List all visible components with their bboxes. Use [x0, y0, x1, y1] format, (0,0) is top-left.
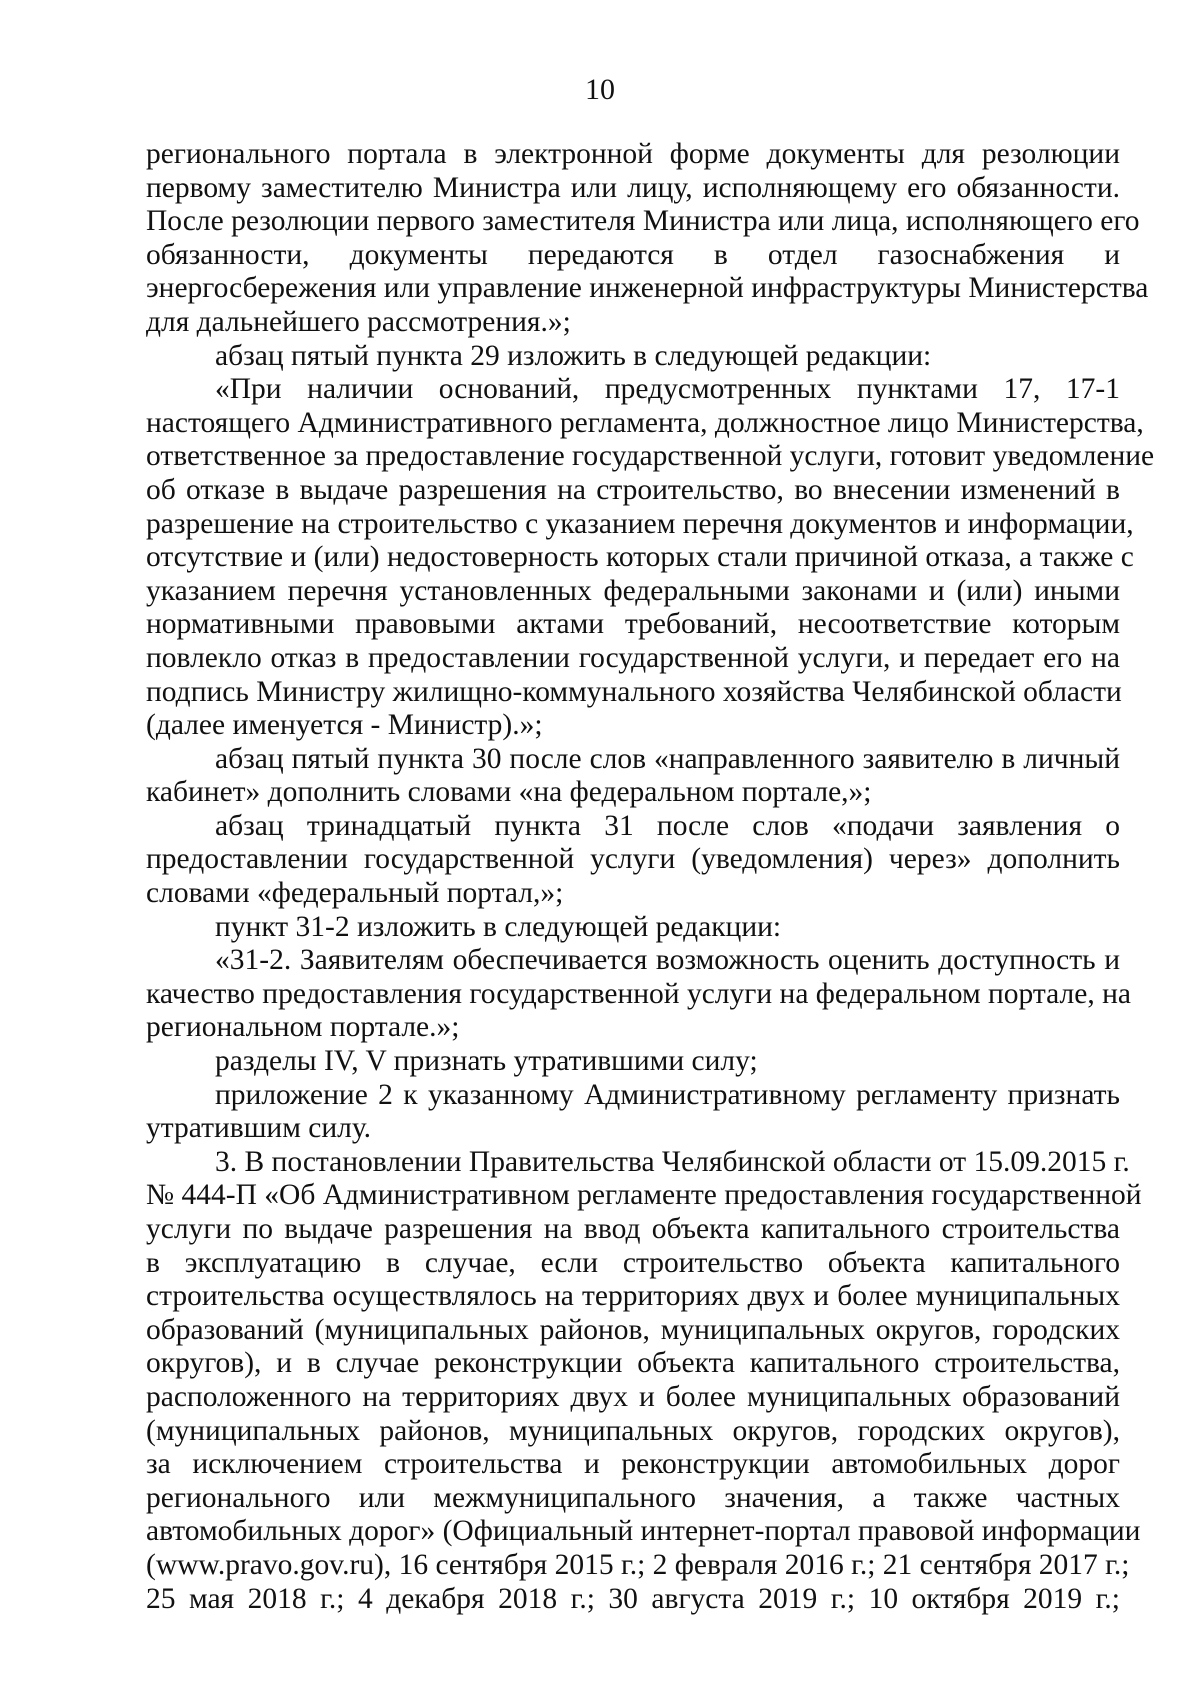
text-line: абзац пятый пункта 30 после слов «направленного заявителю в личный: [215, 742, 1120, 775]
text-line: кабинет» дополнить словами «на федеральном портале,»;: [146, 776, 872, 809]
text-line: отсутствие и (или) недостоверность которых стали причиной отказа, а также с: [146, 541, 1134, 574]
text-line: настоящего Административного регламента, должностное лицо Министерства,: [146, 406, 1144, 439]
text-line: образований (муниципальных районов, муниципальных округов, городских: [146, 1313, 1120, 1346]
text-line: пункт 31-2 изложить в следующей редакции:: [215, 910, 782, 943]
text-line: услуги по выдаче разрешения на ввод объекта капитального строительства: [146, 1213, 1120, 1245]
text-line: регионального или межмуниципального значения, а также частных: [146, 1481, 1120, 1514]
text-line: автомобильных дорог» (Официальный интернет-портал правовой информации: [146, 1515, 1141, 1548]
text-line: за исключением строительства и реконструкции автомобильных дорог: [146, 1448, 1120, 1481]
text-line: расположенного на территориях двух и более муниципальных образований: [146, 1380, 1120, 1413]
text-line: предоставлении государственной услуги (уведомления) через» дополнить: [146, 843, 1120, 876]
text-line: об отказе в выдаче разрешения на строительство, во внесении изменений в: [146, 473, 1120, 506]
text-line: качество предоставления государственной услуги на федеральном портале, на: [146, 977, 1131, 1010]
text-line: 3. В постановлении Правительства Челябинской области от 15.09.2015 г.: [215, 1145, 1130, 1178]
text-line: (www.pravo.gov.ru), 16 сентября 2015 г.; 2 февраля 2016 г.; 21 сентября 2017 г.;: [146, 1548, 1130, 1581]
text-line: повлекло отказ в предоставлении государственной услуги, и передает его на: [146, 641, 1120, 674]
text-line: региональном портале.»;: [146, 1011, 460, 1044]
text-line: энергосбережения или управление инженерной инфраструктуры Министерства: [146, 272, 1149, 305]
text-line: После резолюции первого заместителя Министра или лица, исполняющего его: [146, 205, 1140, 238]
text-line: абзац тринадцатый пункта 31 после слов «подачи заявления о: [215, 809, 1120, 842]
text-line: в эксплуатацию в случае, если строительство объекта капитального: [146, 1246, 1120, 1279]
text-line: «31-2. Заявителям обеспечивается возможность оценить доступность и: [215, 944, 1120, 977]
text-line: разделы IV, V признать утратившими силу;: [215, 1045, 758, 1078]
text-line: первому заместителю Министра или лицу, исполняющему его обязанности.: [146, 171, 1120, 204]
text-line: приложение 2 к указанному Административному регламенту признать: [215, 1078, 1120, 1111]
text-line: указанием перечня установленных федеральными законами и (или) иными: [146, 574, 1120, 607]
text-line: № 444-П «Об Административном регламенте предоставления государственной: [146, 1179, 1142, 1212]
text-line: ответственное за предоставление государственной услуги, готовит уведомление: [146, 440, 1155, 473]
text-line: округов), и в случае реконструкции объекта капитального строительства,: [146, 1347, 1120, 1380]
text-line: (далее именуется - Министр).»;: [146, 709, 543, 742]
text-line: разрешение на строительство с указанием перечня документов и информации,: [146, 507, 1134, 540]
text-line: 25 мая 2018 г.; 4 декабря 2018 г.; 30 августа 2019 г.; 10 октября 2019 г.;: [146, 1582, 1120, 1615]
text-line: обязанности, документы передаются в отдел газоснабжения и: [146, 238, 1120, 271]
text-line: «При наличии оснований, предусмотренных пунктами 17, 17-1: [215, 373, 1120, 406]
text-line: подпись Министру жилищно-коммунального хозяйства Челябинской области: [146, 675, 1122, 708]
text-line: утратившим силу.: [146, 1112, 372, 1145]
text-line: словами «федеральный портал,»;: [146, 877, 564, 910]
text-line: строительства осуществлялось на территориях двух и более муниципальных: [146, 1280, 1120, 1313]
text-line: регионального портала в электронной форме документы для резолюции: [146, 138, 1120, 170]
page-number: 10: [585, 73, 615, 106]
text-line: (муниципальных районов, муниципальных округов, городских округов),: [146, 1414, 1120, 1447]
text-line: абзац пятый пункта 29 изложить в следующей редакции:: [215, 339, 932, 372]
text-line: для дальнейшего рассмотрения.»;: [146, 305, 571, 338]
text-line: нормативными правовыми актами требований, несоответствие которым: [146, 608, 1120, 641]
document-body: [146, 138, 1155, 1616]
